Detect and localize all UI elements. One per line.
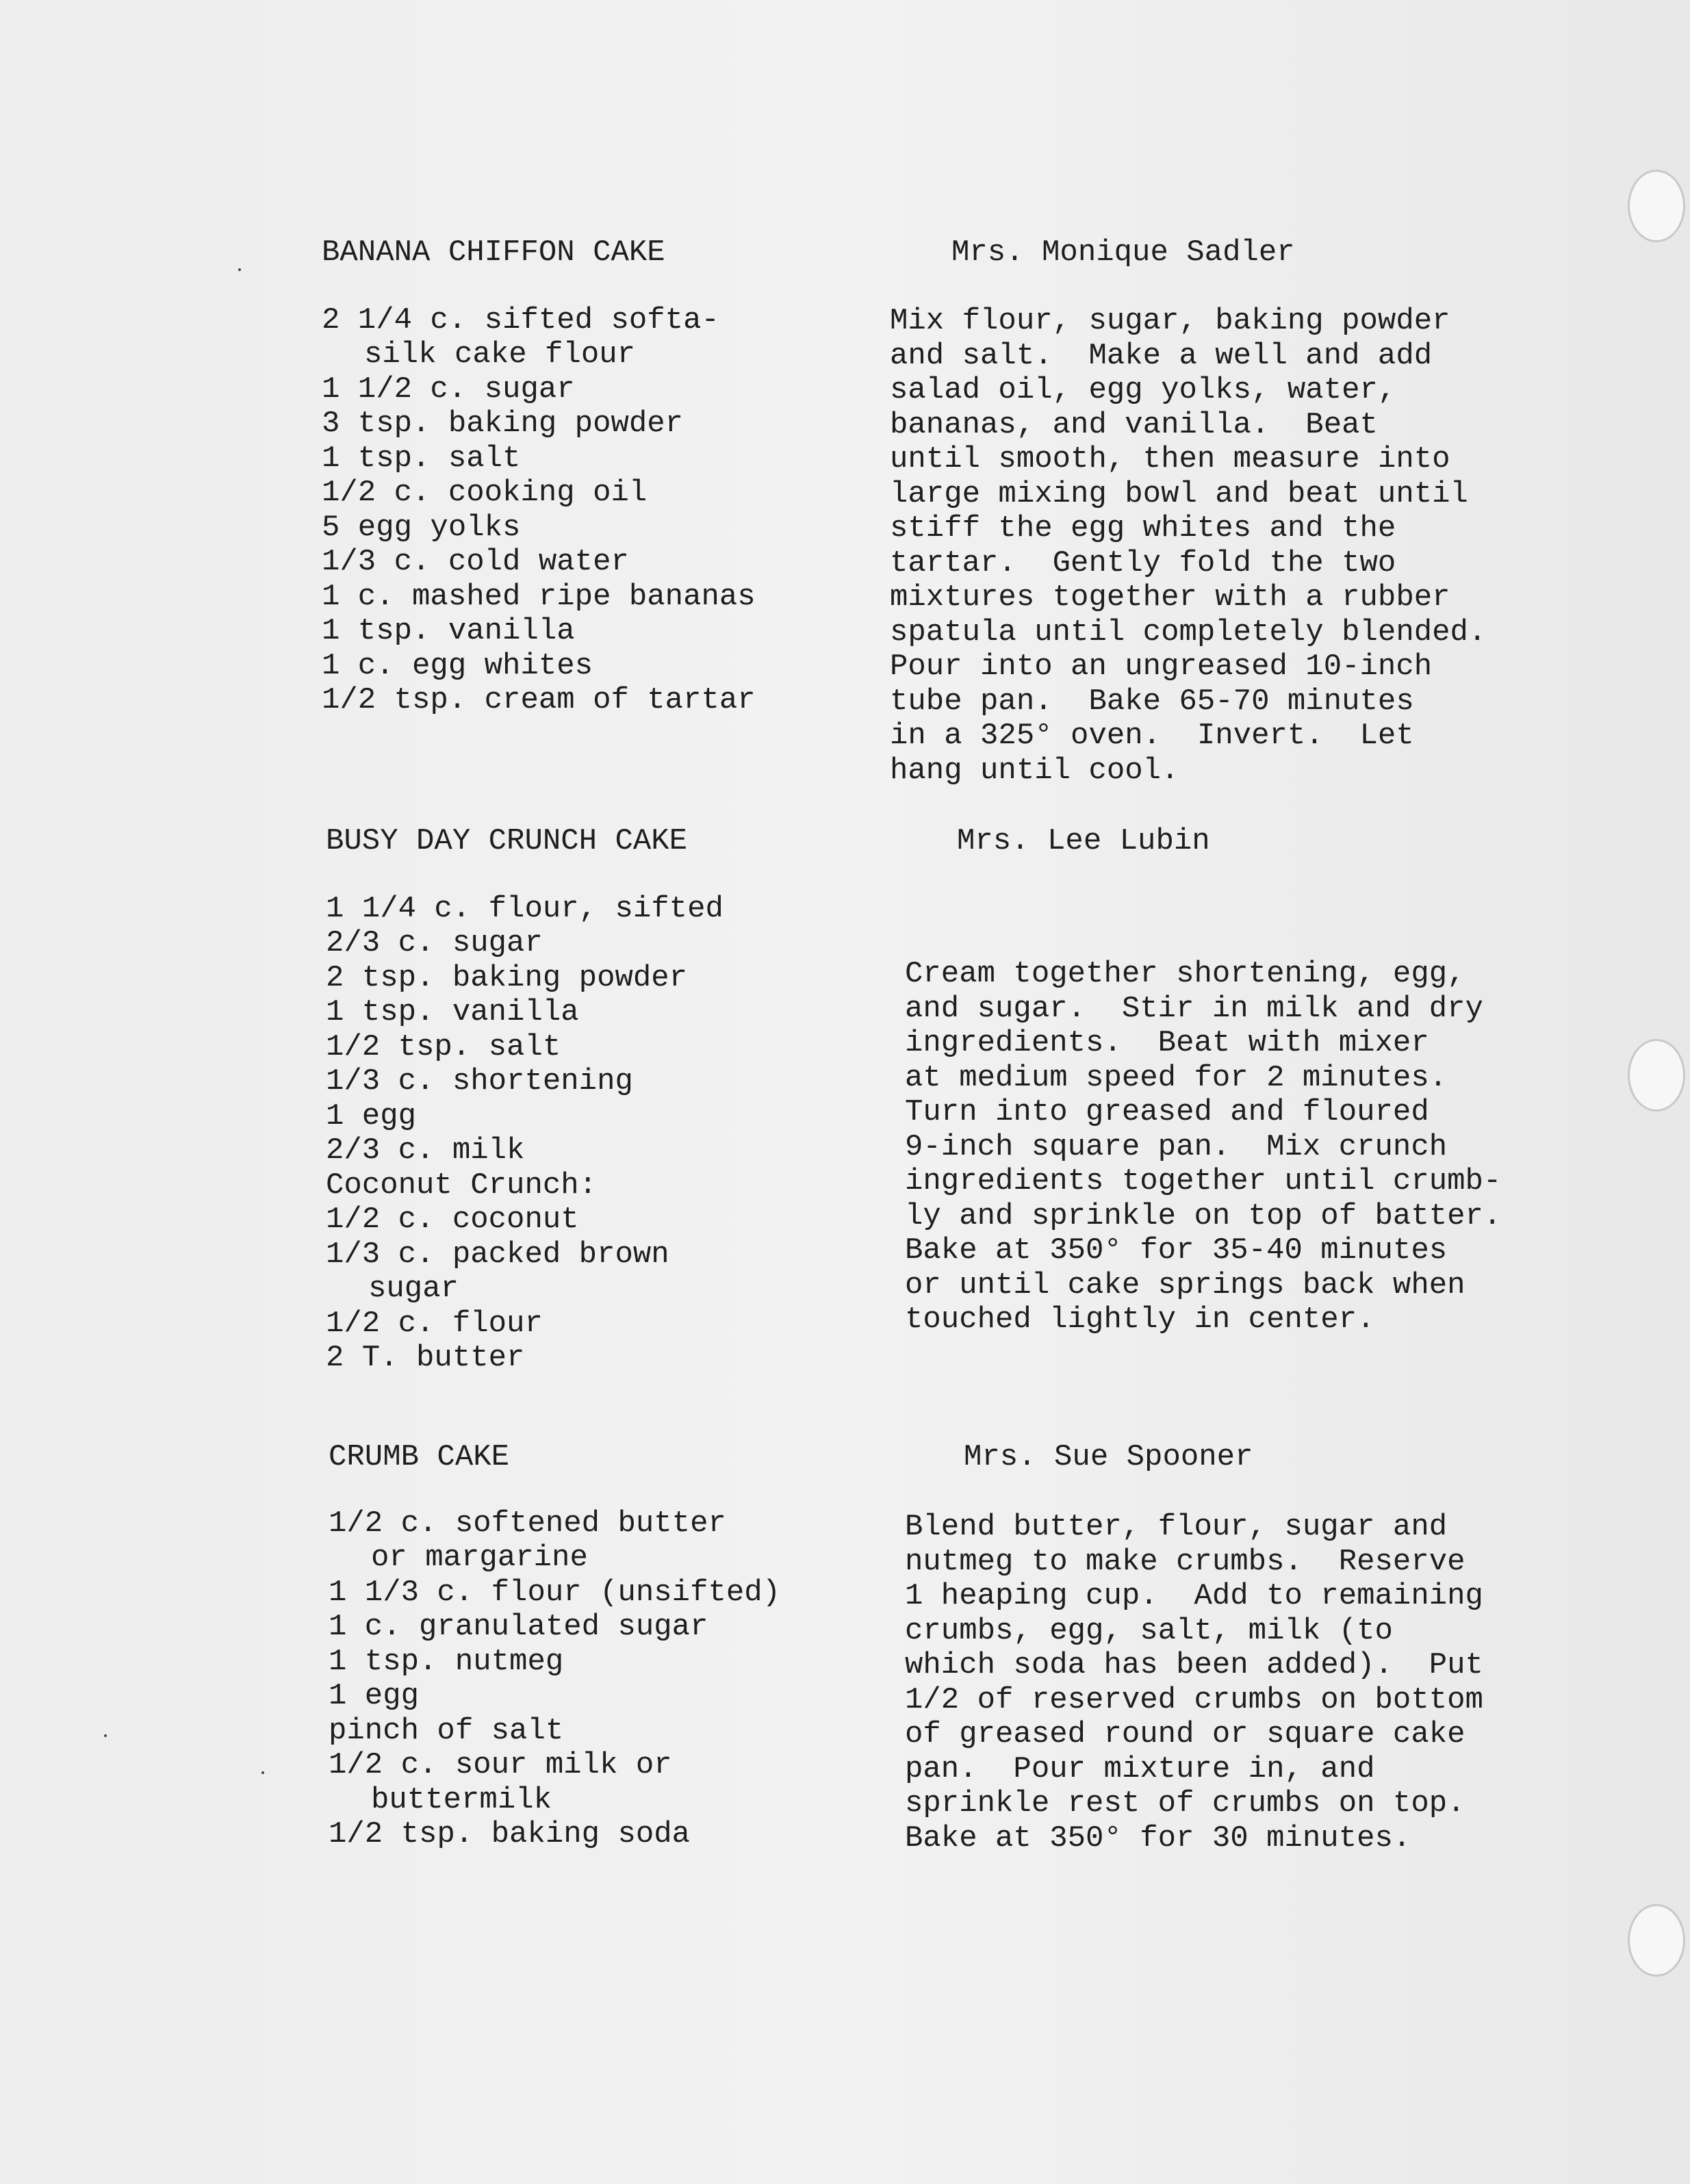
directions — [890, 304, 1574, 788]
direction-line: Blend butter, flour, sugar and — [905, 1510, 1448, 1544]
direction-line: 1/2 of reserved crumbs on bottom — [905, 1682, 1483, 1717]
direction-line: Cream together shortening, egg, — [905, 957, 1465, 991]
ingredient-line: 1/2 c. coconut — [326, 1203, 579, 1237]
direction-line: Bake at 350° for 30 minutes. — [905, 1821, 1411, 1855]
direction-line: of greased round or square cake — [905, 1717, 1465, 1751]
ingredient-line: 2 1/4 c. sifted softa- — [322, 303, 719, 337]
direction-line: and salt. Make a well and add — [890, 338, 1433, 373]
ingredient-line: 1/2 c. softened butter — [329, 1506, 726, 1541]
recipe-author: Mrs. Lee Lubin — [957, 824, 1210, 858]
ingredient-line: 5 egg yolks — [322, 510, 521, 545]
direction-line: mixtures together with a rubber — [890, 580, 1450, 615]
direction-line: Turn into greased and floured — [905, 1095, 1429, 1129]
direction-line: Pour into an ungreased 10-inch — [890, 650, 1433, 684]
direction-line: until smooth, then measure into — [890, 442, 1450, 476]
direction-line: or until cake springs back when — [905, 1268, 1465, 1302]
ingredient-line: 1/2 c. cooking oil — [322, 476, 648, 510]
ingredient-line: buttermilk — [371, 1782, 552, 1817]
ingredient-line: 2/3 c. milk — [326, 1133, 525, 1168]
direction-line: which soda has been added). Put — [905, 1648, 1483, 1682]
ingredient-list — [329, 1506, 876, 1852]
recipe-title: BANANA CHIFFON CAKE — [322, 235, 665, 270]
direction-line: large mixing bowl and beat until — [890, 476, 1468, 511]
ingredient-line: 2 tsp. baking powder — [326, 960, 688, 995]
ingredient-line: 1 c. granulated sugar — [329, 1610, 708, 1644]
ingredient-line: 2 T. butter — [326, 1341, 525, 1375]
binder-hole-bottom — [1628, 1904, 1685, 1977]
direction-line: pan. Pour mixture in, and — [905, 1751, 1375, 1786]
ingredient-line: 1 tsp. vanilla — [326, 995, 579, 1029]
direction-line: 9-inch square pan. Mix crunch — [905, 1129, 1448, 1164]
direction-line: spatula until completely blended. — [890, 615, 1487, 650]
recipe-author: Mrs. Sue Spooner — [964, 1440, 1253, 1474]
ingredient-line: 1/2 tsp. salt — [326, 1029, 561, 1064]
ingredient-line: 1/2 c. sour milk or — [329, 1748, 672, 1782]
direction-line: bananas, and vanilla. Beat — [890, 407, 1378, 442]
recipe-author: Mrs. Monique Sadler — [951, 235, 1295, 270]
direction-line: and sugar. Stir in milk and dry — [905, 991, 1483, 1026]
directions — [905, 1510, 1589, 1855]
direction-line: touched lightly in center. — [905, 1302, 1375, 1337]
ingredient-line: 1 tsp. nutmeg — [329, 1644, 564, 1679]
direction-line: ingredients together until crumb- — [905, 1164, 1502, 1198]
direction-line: in a 325° oven. Invert. Let — [890, 719, 1414, 753]
ingredient-line: sugar — [368, 1272, 459, 1306]
ingredient-line: 1 1/4 c. flour, sifted — [326, 891, 724, 926]
directions — [905, 957, 1589, 1337]
direction-line: 1 heaping cup. Add to remaining — [905, 1579, 1483, 1613]
ingredient-list — [322, 303, 869, 718]
ingredient-line: 2/3 c. sugar — [326, 926, 543, 960]
direction-line: Mix flour, sugar, baking powder — [890, 304, 1450, 338]
ingredient-line: 1 tsp. salt — [322, 441, 521, 476]
ink-speck — [261, 1771, 264, 1774]
ingredient-line: 3 tsp. baking powder — [322, 407, 684, 441]
direction-line: stiff the egg whites and the — [890, 511, 1396, 545]
ingredient-line: 1 c. mashed ripe bananas — [322, 579, 756, 614]
direction-line: ly and sprinkle on top of batter. — [905, 1198, 1502, 1233]
ingredient-line: or margarine — [371, 1541, 588, 1575]
ingredient-line: 1 egg — [326, 1099, 417, 1133]
ingredient-line: 1 egg — [329, 1679, 420, 1713]
ingredient-line: pinch of salt — [329, 1713, 564, 1748]
direction-line: nutmeg to make crumbs. Reserve — [905, 1544, 1465, 1579]
ingredient-line: silk cake flour — [364, 337, 636, 372]
direction-line: sprinkle rest of crumbs on top. — [905, 1786, 1465, 1821]
ingredient-line: 1 c. egg whites — [322, 648, 593, 683]
direction-line: crumbs, egg, salt, milk (to — [905, 1613, 1393, 1648]
binder-hole-top — [1628, 170, 1685, 242]
ingredient-line: 1 1/2 c. sugar — [322, 372, 575, 407]
binder-hole-middle — [1628, 1039, 1685, 1112]
ingredient-line: 1/2 tsp. baking soda — [329, 1817, 691, 1851]
direction-line: tartar. Gently fold the two — [890, 545, 1396, 580]
recipe-title: CRUMB CAKE — [329, 1440, 510, 1474]
ingredient-line: 1/3 c. shortening — [326, 1064, 633, 1099]
ingredient-line: 1/2 c. flour — [326, 1306, 543, 1341]
recipe-title: BUSY DAY CRUNCH CAKE — [326, 824, 688, 858]
direction-line: tube pan. Bake 65-70 minutes — [890, 684, 1414, 719]
ingredient-line: 1 1/3 c. flour (unsifted) — [329, 1575, 781, 1610]
ingredient-line: 1/3 c. cold water — [322, 545, 629, 579]
ingredient-line: 1 tsp. vanilla — [322, 614, 575, 648]
ingredient-line: 1/3 c. packed brown — [326, 1237, 669, 1272]
ingredient-list — [326, 892, 873, 1376]
direction-line: ingredients. Beat with mixer — [905, 1026, 1429, 1060]
ingredient-line: Coconut Crunch: — [326, 1168, 598, 1203]
ink-speck — [238, 268, 241, 271]
ink-speck — [104, 1734, 107, 1737]
direction-line: Bake at 350° for 35-40 minutes — [905, 1233, 1448, 1268]
direction-line: at medium speed for 2 minutes. — [905, 1060, 1448, 1095]
direction-line: hang until cool. — [890, 753, 1179, 788]
direction-line: salad oil, egg yolks, water, — [890, 373, 1396, 407]
ingredient-line: 1/2 tsp. cream of tartar — [322, 683, 756, 717]
